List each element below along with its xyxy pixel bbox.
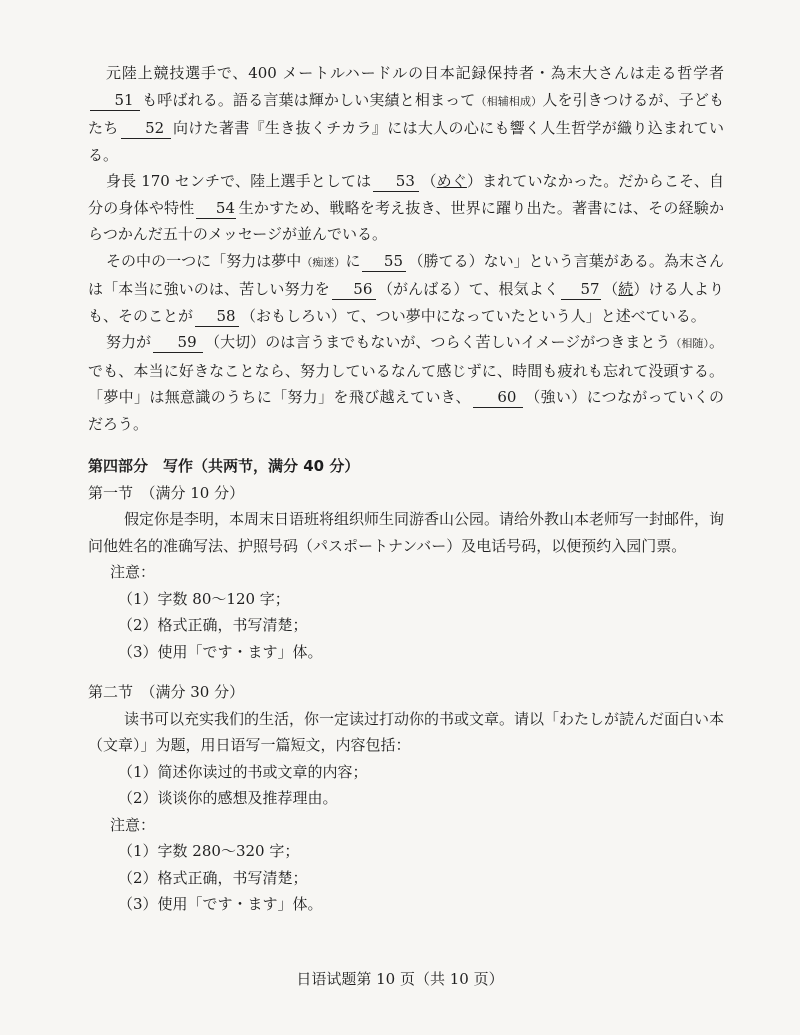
translation-hint: （痴迷） <box>301 255 346 269</box>
text: 忘れて没頭する。「夢中」は無意識のうちに「努力」を飛び越えていき、 <box>88 361 724 406</box>
section1-note-1: （1）字数 80～120 字； <box>118 589 290 608</box>
text: （がんばる）て、根気よく <box>377 280 560 298</box>
passage-paragraph-2 <box>88 168 724 248</box>
text: 学者 <box>693 64 724 82</box>
page-footer: 日语试题第 10 页（共 10 页） <box>296 970 504 988</box>
text: ける人よりも、そのことが <box>88 280 724 325</box>
text: い）につながっていくのだろう。 <box>88 388 724 433</box>
part4-title: 第四部分 写作（共两节，满分 40 分） <box>88 457 360 475</box>
text: （勝てる）ない」という言葉がある。 <box>408 251 664 270</box>
section2-content-2: （2）谈谈你的感想及推荐理由。 <box>118 789 338 807</box>
blank-58[interactable]: 58 <box>195 306 239 327</box>
section2-prompt: 读书可以充实我们的生活，你一定读过打动你的书或文章。请以「わたしが読んだ面白い本（文章）」为题，用日语写一篇短文，内容包括： <box>88 709 725 754</box>
blank-53[interactable]: 53 <box>373 171 419 192</box>
text: ） <box>633 280 649 298</box>
blank-59[interactable]: 59 <box>153 332 203 353</box>
section2-note-3: （3）使用「です・ます」体。 <box>118 895 323 913</box>
section2-note-1: （1）字数 280～320 字； <box>118 842 300 860</box>
text: 生かすため、戦略を考え抜き、世界に躍り出た。著書に <box>238 198 618 217</box>
blank-57[interactable]: 57 <box>561 279 601 300</box>
text: 。でも、本当に好きなことなら、努力しているなんて感じずに、時間も疲れも <box>88 333 724 380</box>
passage-paragraph-1 <box>88 60 724 168</box>
section1-note-label: 注意： <box>110 563 156 581</box>
text: ） <box>466 172 483 190</box>
section1-note-2: （2）格式正确，书写清楚； <box>118 616 308 634</box>
passage-paragraph-4 <box>88 329 724 437</box>
blank-55[interactable]: 55 <box>362 251 406 272</box>
text: 努力が <box>106 333 152 351</box>
text: 人を引きつけ <box>542 90 634 109</box>
section2-note-label: 注意： <box>110 815 156 834</box>
text: 向けた著書『生き抜くチカラ』には大人の心にも響く人生哲 <box>172 119 587 137</box>
hint-underlined: めぐ <box>436 172 467 190</box>
text: 為末さんは「本当に強いのは、苦しい努力を <box>88 251 724 298</box>
text: （強 <box>524 388 556 406</box>
spacer <box>88 665 724 679</box>
text: るが、子どもたち <box>88 90 724 137</box>
text: （おもしろい）て、つい夢中になっていたという人」 <box>241 306 601 325</box>
translation-hint: （相辅相成） <box>475 94 543 108</box>
blank-56[interactable]: 56 <box>332 279 376 300</box>
passage-paragraph-3 <box>88 248 724 330</box>
blank-54[interactable]: 54 <box>196 198 236 219</box>
text: は、その経験からつかんだ五十のメッセージが並んでいる。 <box>88 198 724 243</box>
section2-content-1: （1）简述你读过的书或文章的内容； <box>118 762 368 781</box>
text: （ <box>421 172 437 190</box>
blank-52[interactable]: 52 <box>121 118 171 139</box>
text: も呼ばれる。語る言葉は輝かしい実績と相まって <box>142 90 476 109</box>
section2-title: 第二节 （满分 30 分） <box>88 683 245 701</box>
hint-underlined: 続 <box>618 280 634 298</box>
text: 学が織り込まれている。 <box>88 119 724 164</box>
text: と述べている。 <box>600 306 706 325</box>
section1-title: 第一节 （满分 10 分） <box>88 483 245 502</box>
blank-60[interactable]: 60 <box>473 387 523 408</box>
text: 元陸上競技選手で、400 メートルハードルの日本記録保持者・為末大さんは走る哲 <box>106 64 694 82</box>
section2-note-2: （2）格式正确，书写清楚； <box>118 868 308 887</box>
text: （大切）のは言うまでもないが、つらく苦しいイメージがつきまとう <box>205 333 671 351</box>
section1-note-3: （3）使用「です・ます」体。 <box>118 642 323 661</box>
text: まれていなかった。だからこ <box>482 172 679 190</box>
page-content <box>88 60 724 918</box>
text: そ、自分の身体や特性 <box>88 172 724 217</box>
translation-hint: （相随） <box>670 337 709 350</box>
text: その中の一つに「努力は夢中 <box>106 251 302 270</box>
text: に <box>345 251 361 270</box>
text: 身長 170 センチで、陸上選手としては <box>106 172 372 190</box>
blank-51[interactable]: 51 <box>90 90 140 111</box>
text: （ <box>603 280 619 298</box>
section1-prompt: 假定你是李明，本周末日语班将组织师生同游香山公园。请给外教山本老师写一封邮件，询问他姓名的准确写法、护照号码（パスポートナンバー）及电话号码，以便预约入园门票。 <box>88 510 725 555</box>
